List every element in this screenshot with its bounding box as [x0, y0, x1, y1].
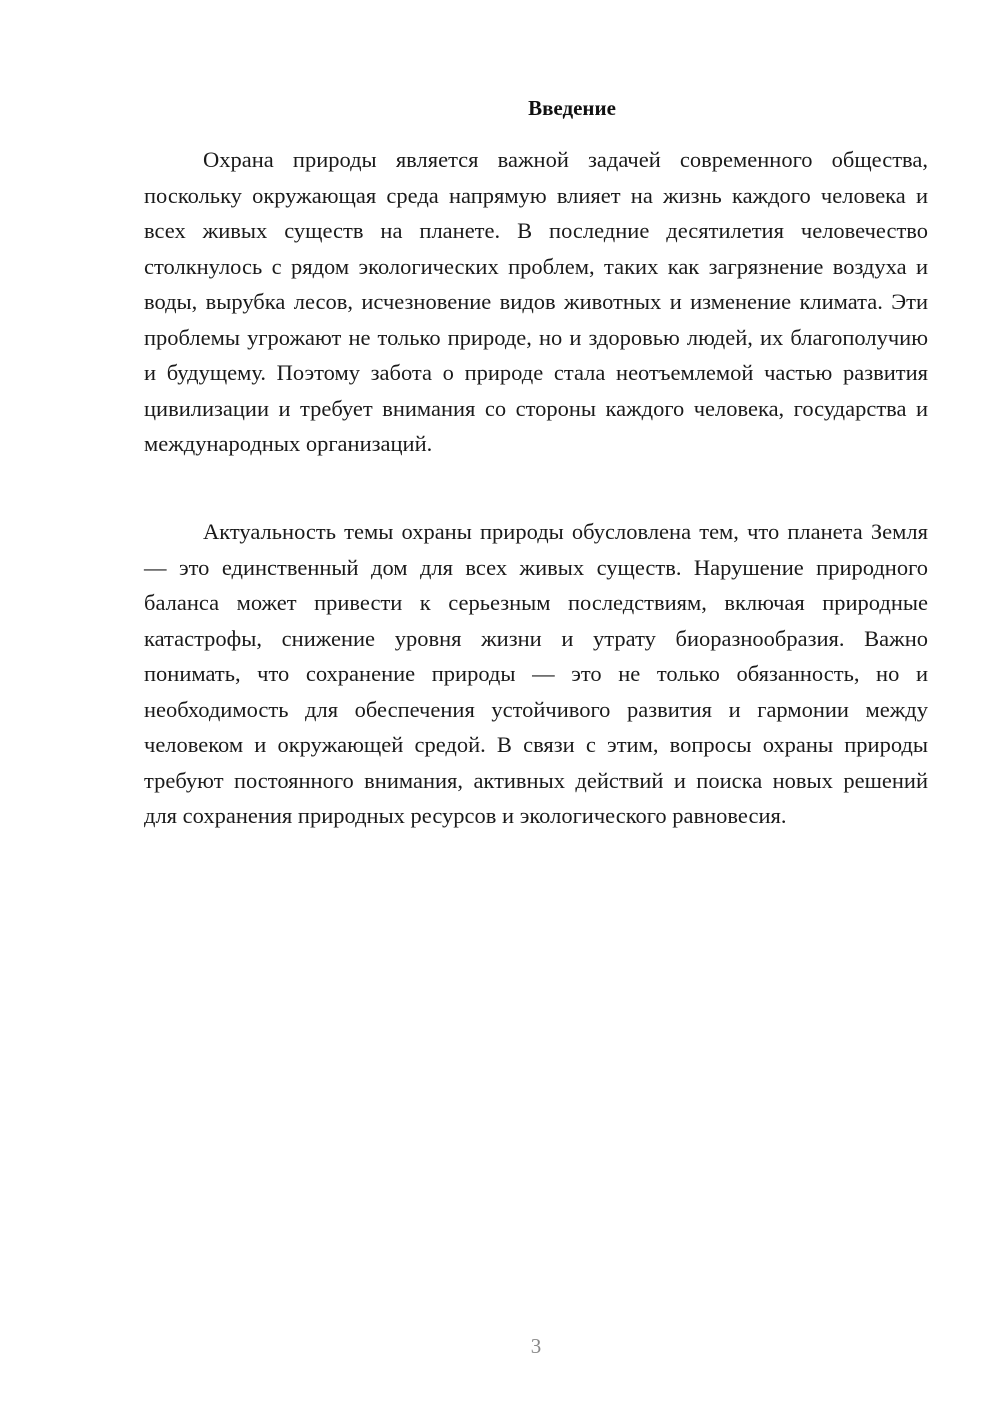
- page-number: 3: [530, 1334, 542, 1358]
- section-heading: Введение: [528, 96, 616, 120]
- paragraph-2: Актуальность темы охраны природы обусловлена тем, что планета Земля — это единственный дом для всех живых существ. Нарушение природного баланса может привести к серьезным последствиям, включая природные катастрофы, снижение уровня жизни и утрату биоразнообразия. Важно понимать, что сохранение природы — это не только обязанность, но и необходимость для обеспечения устойчивого развития и гармонии между человеком и окружающей средой. В связи с этим, вопросы охраны природы требуют постоянного внимания, активных действий и поиска новых решений для сохранения природных ресурсов и экологического равновесия.: [144, 519, 928, 828]
- section-heading-container: [144, 96, 928, 121]
- paragraph-1: Охрана природы является важной задачей современного общества, поскольку окружающая среда напрямую влияет на жизнь каждого человека и всех живых существ на планете. В последние десятилетия человечество столкнулось с рядом экологических проблем, таких как загрязнение воздуха и воды, вырубка лесов, исчезновение видов животных и изменение климата. Эти проблемы угрожают не только природе, но и здоровью людей, их благополучию и будущему. Поэтому забота о природе стала неотъемлемой частью развития цивилизации и требует внимания со стороны каждого человека, государства и международных организаций.: [144, 147, 928, 456]
